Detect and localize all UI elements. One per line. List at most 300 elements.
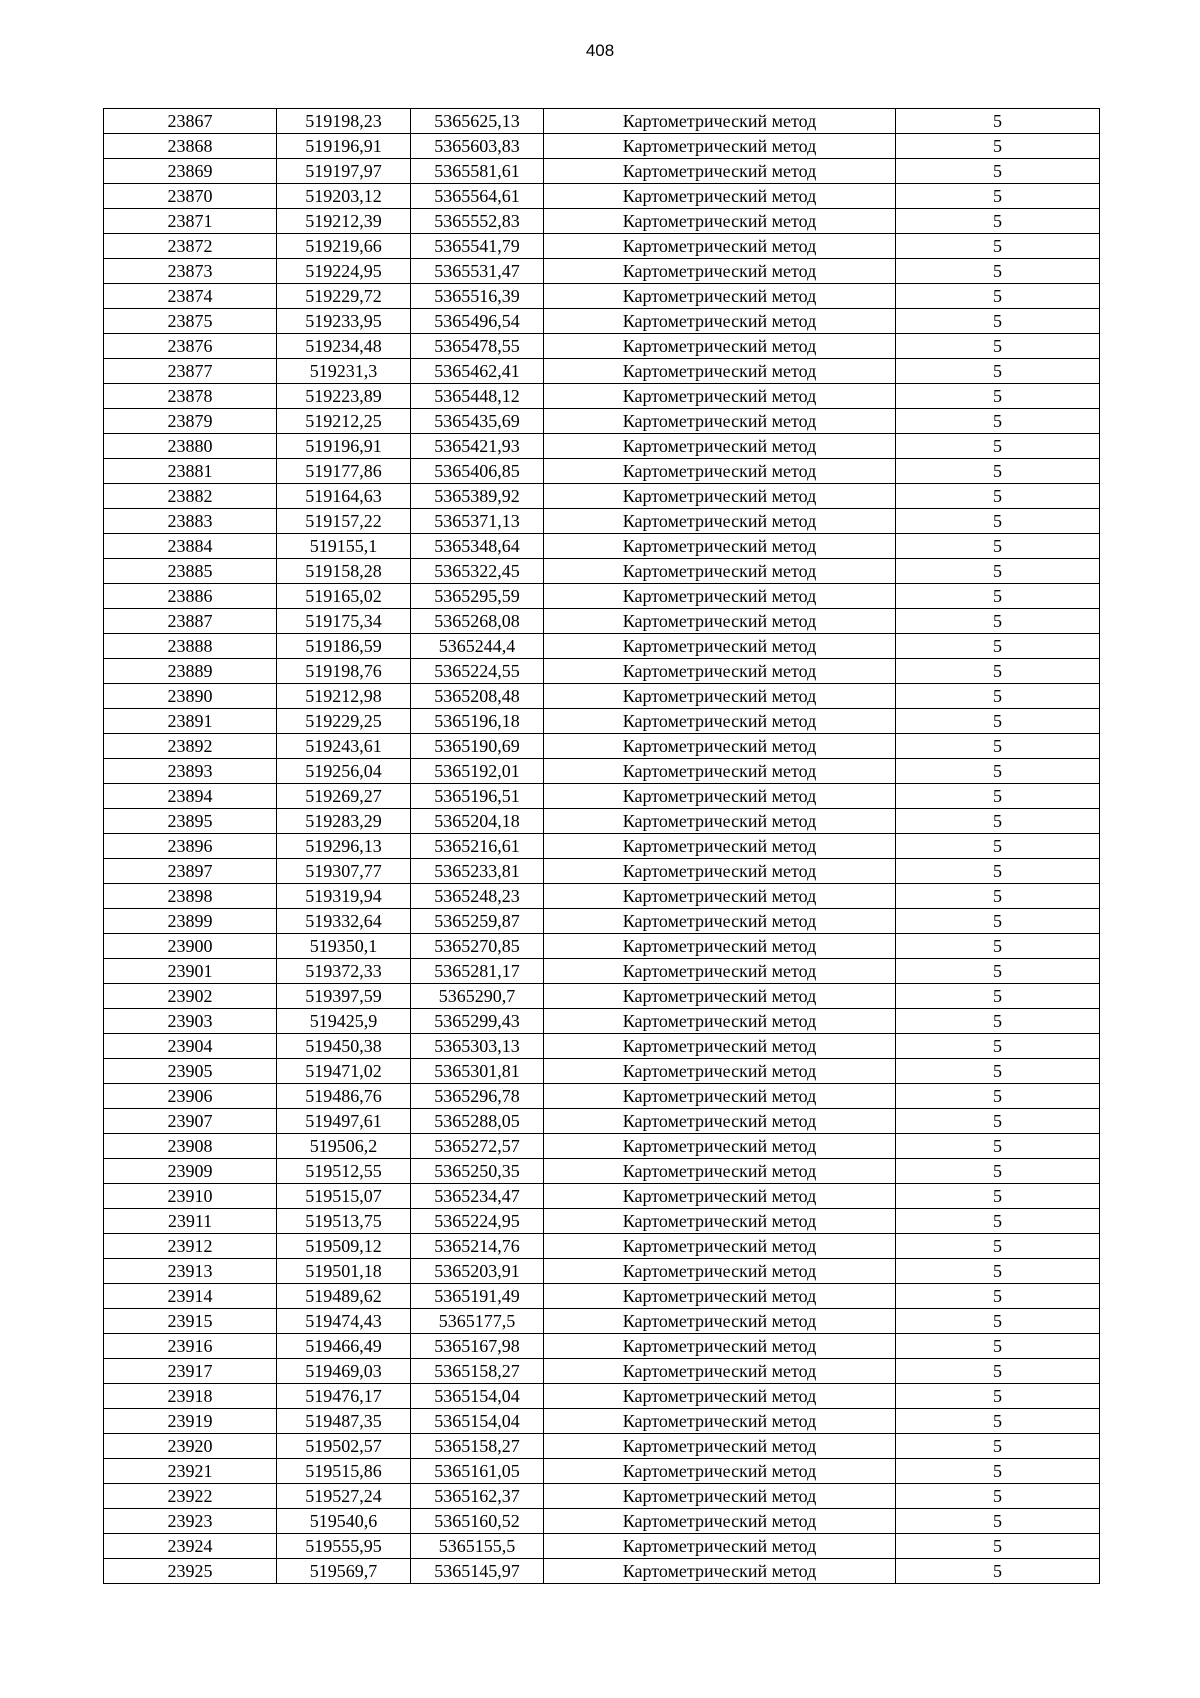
method-cell: Картометрический метод <box>544 359 896 384</box>
method-cell: Картометрический метод <box>544 459 896 484</box>
y-coordinate-cell: 5365250,35 <box>411 1159 544 1184</box>
accuracy-cell: 5 <box>896 1359 1100 1384</box>
x-coordinate-cell: 519212,25 <box>277 409 411 434</box>
point-number-cell: 23909 <box>104 1159 277 1184</box>
accuracy-cell: 5 <box>896 1384 1100 1409</box>
point-number-cell: 23870 <box>104 184 277 209</box>
point-number-cell: 23919 <box>104 1409 277 1434</box>
accuracy-cell: 5 <box>896 634 1100 659</box>
accuracy-cell: 5 <box>896 984 1100 1009</box>
table-row <box>104 159 1100 184</box>
table-row <box>104 834 1100 859</box>
x-coordinate-cell: 519350,1 <box>277 934 411 959</box>
table-row <box>104 1109 1100 1134</box>
method-cell: Картометрический метод <box>544 1559 896 1584</box>
point-number-cell: 23894 <box>104 784 277 809</box>
accuracy-cell: 5 <box>896 484 1100 509</box>
method-cell: Картометрический метод <box>544 934 896 959</box>
x-coordinate-cell: 519515,86 <box>277 1459 411 1484</box>
point-number-cell: 23876 <box>104 334 277 359</box>
point-number-cell: 23905 <box>104 1059 277 1084</box>
table-row <box>104 484 1100 509</box>
x-coordinate-cell: 519229,72 <box>277 284 411 309</box>
accuracy-cell: 5 <box>896 1209 1100 1234</box>
y-coordinate-cell: 5365259,87 <box>411 909 544 934</box>
accuracy-cell: 5 <box>896 384 1100 409</box>
accuracy-cell: 5 <box>896 359 1100 384</box>
x-coordinate-cell: 519269,27 <box>277 784 411 809</box>
method-cell: Картометрический метод <box>544 134 896 159</box>
point-number-cell: 23869 <box>104 159 277 184</box>
y-coordinate-cell: 5365581,61 <box>411 159 544 184</box>
method-cell: Картометрический метод <box>544 1334 896 1359</box>
method-cell: Картометрический метод <box>544 1509 896 1534</box>
method-cell: Картометрический метод <box>544 209 896 234</box>
point-number-cell: 23891 <box>104 709 277 734</box>
point-number-cell: 23923 <box>104 1509 277 1534</box>
x-coordinate-cell: 519397,59 <box>277 984 411 1009</box>
method-cell: Картометрический метод <box>544 409 896 434</box>
point-number-cell: 23881 <box>104 459 277 484</box>
table-row <box>104 659 1100 684</box>
x-coordinate-cell: 519319,94 <box>277 884 411 909</box>
y-coordinate-cell: 5365435,69 <box>411 409 544 434</box>
accuracy-cell: 5 <box>896 1234 1100 1259</box>
y-coordinate-cell: 5365270,85 <box>411 934 544 959</box>
method-cell: Картометрический метод <box>544 234 896 259</box>
point-number-cell: 23906 <box>104 1084 277 1109</box>
method-cell: Картометрический метод <box>544 984 896 1009</box>
method-cell: Картометрический метод <box>544 634 896 659</box>
method-cell: Картометрический метод <box>544 384 896 409</box>
accuracy-cell: 5 <box>896 1509 1100 1534</box>
table-row <box>104 284 1100 309</box>
accuracy-cell: 5 <box>896 834 1100 859</box>
method-cell: Картометрический метод <box>544 584 896 609</box>
accuracy-cell: 5 <box>896 859 1100 884</box>
point-number-cell: 23918 <box>104 1384 277 1409</box>
point-number-cell: 23915 <box>104 1309 277 1334</box>
table-row <box>104 234 1100 259</box>
point-number-cell: 23922 <box>104 1484 277 1509</box>
point-number-cell: 23910 <box>104 1184 277 1209</box>
y-coordinate-cell: 5365406,85 <box>411 459 544 484</box>
y-coordinate-cell: 5365496,54 <box>411 309 544 334</box>
y-coordinate-cell: 5365196,18 <box>411 709 544 734</box>
accuracy-cell: 5 <box>896 759 1100 784</box>
y-coordinate-cell: 5365564,61 <box>411 184 544 209</box>
method-cell: Картометрический метод <box>544 709 896 734</box>
method-cell: Картометрический метод <box>544 1159 896 1184</box>
y-coordinate-cell: 5365389,92 <box>411 484 544 509</box>
table-row <box>104 684 1100 709</box>
table-row <box>104 1184 1100 1209</box>
point-number-cell: 23898 <box>104 884 277 909</box>
y-coordinate-cell: 5365155,5 <box>411 1534 544 1559</box>
table-row <box>104 1134 1100 1159</box>
method-cell: Картометрический метод <box>544 1284 896 1309</box>
y-coordinate-cell: 5365192,01 <box>411 759 544 784</box>
x-coordinate-cell: 519155,1 <box>277 534 411 559</box>
table-row <box>104 584 1100 609</box>
point-number-cell: 23921 <box>104 1459 277 1484</box>
x-coordinate-cell: 519198,23 <box>277 109 411 134</box>
table-row <box>104 534 1100 559</box>
x-coordinate-cell: 519487,35 <box>277 1409 411 1434</box>
table-row <box>104 1534 1100 1559</box>
x-coordinate-cell: 519513,75 <box>277 1209 411 1234</box>
method-cell: Картометрический метод <box>544 784 896 809</box>
x-coordinate-cell: 519234,48 <box>277 334 411 359</box>
method-cell: Картометрический метод <box>544 284 896 309</box>
accuracy-cell: 5 <box>896 584 1100 609</box>
accuracy-cell: 5 <box>896 934 1100 959</box>
method-cell: Картометрический метод <box>544 159 896 184</box>
accuracy-cell: 5 <box>896 884 1100 909</box>
x-coordinate-cell: 519332,64 <box>277 909 411 934</box>
table-body <box>104 109 1100 1584</box>
accuracy-cell: 5 <box>896 209 1100 234</box>
table-row <box>104 984 1100 1009</box>
table-row <box>104 509 1100 534</box>
y-coordinate-cell: 5365303,13 <box>411 1034 544 1059</box>
y-coordinate-cell: 5365244,4 <box>411 634 544 659</box>
table-row <box>104 734 1100 759</box>
point-number-cell: 23920 <box>104 1434 277 1459</box>
y-coordinate-cell: 5365145,97 <box>411 1559 544 1584</box>
x-coordinate-cell: 519307,77 <box>277 859 411 884</box>
accuracy-cell: 5 <box>896 534 1100 559</box>
accuracy-cell: 5 <box>896 334 1100 359</box>
accuracy-cell: 5 <box>896 459 1100 484</box>
method-cell: Картометрический метод <box>544 859 896 884</box>
method-cell: Картометрический метод <box>544 1134 896 1159</box>
y-coordinate-cell: 5365191,49 <box>411 1284 544 1309</box>
y-coordinate-cell: 5365154,04 <box>411 1384 544 1409</box>
method-cell: Картометрический метод <box>544 909 896 934</box>
accuracy-cell: 5 <box>896 1309 1100 1334</box>
y-coordinate-cell: 5365552,83 <box>411 209 544 234</box>
y-coordinate-cell: 5365233,81 <box>411 859 544 884</box>
x-coordinate-cell: 519515,07 <box>277 1184 411 1209</box>
x-coordinate-cell: 519229,25 <box>277 709 411 734</box>
point-number-cell: 23913 <box>104 1259 277 1284</box>
method-cell: Картометрический метод <box>544 434 896 459</box>
method-cell: Картометрический метод <box>544 1459 896 1484</box>
method-cell: Картометрический метод <box>544 1534 896 1559</box>
y-coordinate-cell: 5365158,27 <box>411 1359 544 1384</box>
x-coordinate-cell: 519164,63 <box>277 484 411 509</box>
accuracy-cell: 5 <box>896 1009 1100 1034</box>
table-row <box>104 959 1100 984</box>
x-coordinate-cell: 519540,6 <box>277 1509 411 1534</box>
point-number-cell: 23896 <box>104 834 277 859</box>
accuracy-cell: 5 <box>896 1484 1100 1509</box>
y-coordinate-cell: 5365603,83 <box>411 134 544 159</box>
x-coordinate-cell: 519256,04 <box>277 759 411 784</box>
point-number-cell: 23908 <box>104 1134 277 1159</box>
table-row <box>104 259 1100 284</box>
x-coordinate-cell: 519476,17 <box>277 1384 411 1409</box>
accuracy-cell: 5 <box>896 709 1100 734</box>
table-row <box>104 609 1100 634</box>
y-coordinate-cell: 5365208,48 <box>411 684 544 709</box>
method-cell: Картометрический метод <box>544 484 896 509</box>
x-coordinate-cell: 519372,33 <box>277 959 411 984</box>
y-coordinate-cell: 5365160,52 <box>411 1509 544 1534</box>
point-number-cell: 23903 <box>104 1009 277 1034</box>
method-cell: Картометрический метод <box>544 1384 896 1409</box>
table-row <box>104 1059 1100 1084</box>
accuracy-cell: 5 <box>896 159 1100 184</box>
point-number-cell: 23888 <box>104 634 277 659</box>
x-coordinate-cell: 519450,38 <box>277 1034 411 1059</box>
x-coordinate-cell: 519497,61 <box>277 1109 411 1134</box>
method-cell: Картометрический метод <box>544 1184 896 1209</box>
method-cell: Картометрический метод <box>544 959 896 984</box>
point-number-cell: 23884 <box>104 534 277 559</box>
x-coordinate-cell: 519175,34 <box>277 609 411 634</box>
y-coordinate-cell: 5365224,95 <box>411 1209 544 1234</box>
x-coordinate-cell: 519425,9 <box>277 1009 411 1034</box>
accuracy-cell: 5 <box>896 609 1100 634</box>
method-cell: Картометрический метод <box>544 809 896 834</box>
accuracy-cell: 5 <box>896 1034 1100 1059</box>
method-cell: Картометрический метод <box>544 884 896 909</box>
point-number-cell: 23897 <box>104 859 277 884</box>
point-number-cell: 23911 <box>104 1209 277 1234</box>
accuracy-cell: 5 <box>896 959 1100 984</box>
x-coordinate-cell: 519165,02 <box>277 584 411 609</box>
y-coordinate-cell: 5365203,91 <box>411 1259 544 1284</box>
table-row <box>104 634 1100 659</box>
method-cell: Картометрический метод <box>544 534 896 559</box>
x-coordinate-cell: 519555,95 <box>277 1534 411 1559</box>
method-cell: Картометрический метод <box>544 1359 896 1384</box>
table-row <box>104 1084 1100 1109</box>
method-cell: Картометрический метод <box>544 1409 896 1434</box>
y-coordinate-cell: 5365625,13 <box>411 109 544 134</box>
accuracy-cell: 5 <box>896 1459 1100 1484</box>
table-row <box>104 1509 1100 1534</box>
accuracy-cell: 5 <box>896 284 1100 309</box>
point-number-cell: 23871 <box>104 209 277 234</box>
method-cell: Картометрический метод <box>544 1059 896 1084</box>
method-cell: Картометрический метод <box>544 609 896 634</box>
table-row <box>104 1434 1100 1459</box>
x-coordinate-cell: 519506,2 <box>277 1134 411 1159</box>
accuracy-cell: 5 <box>896 1334 1100 1359</box>
method-cell: Картометрический метод <box>544 309 896 334</box>
point-number-cell: 23924 <box>104 1534 277 1559</box>
y-coordinate-cell: 5365162,37 <box>411 1484 544 1509</box>
y-coordinate-cell: 5365421,93 <box>411 434 544 459</box>
point-number-cell: 23892 <box>104 734 277 759</box>
point-number-cell: 23914 <box>104 1284 277 1309</box>
x-coordinate-cell: 519231,3 <box>277 359 411 384</box>
x-coordinate-cell: 519233,95 <box>277 309 411 334</box>
x-coordinate-cell: 519186,59 <box>277 634 411 659</box>
x-coordinate-cell: 519203,12 <box>277 184 411 209</box>
method-cell: Картометрический метод <box>544 1234 896 1259</box>
method-cell: Картометрический метод <box>544 559 896 584</box>
x-coordinate-cell: 519196,91 <box>277 134 411 159</box>
point-number-cell: 23874 <box>104 284 277 309</box>
accuracy-cell: 5 <box>896 134 1100 159</box>
table-row <box>104 209 1100 234</box>
y-coordinate-cell: 5365448,12 <box>411 384 544 409</box>
x-coordinate-cell: 519158,28 <box>277 559 411 584</box>
y-coordinate-cell: 5365216,61 <box>411 834 544 859</box>
y-coordinate-cell: 5365290,7 <box>411 984 544 1009</box>
method-cell: Картометрический метод <box>544 1484 896 1509</box>
coordinates-table <box>103 108 1100 1584</box>
point-number-cell: 23893 <box>104 759 277 784</box>
table-row <box>104 1359 1100 1384</box>
table-row <box>104 1459 1100 1484</box>
point-number-cell: 23873 <box>104 259 277 284</box>
method-cell: Картометрический метод <box>544 734 896 759</box>
x-coordinate-cell: 519509,12 <box>277 1234 411 1259</box>
table-row <box>104 934 1100 959</box>
y-coordinate-cell: 5365214,76 <box>411 1234 544 1259</box>
accuracy-cell: 5 <box>896 809 1100 834</box>
table-row <box>104 559 1100 584</box>
accuracy-cell: 5 <box>896 909 1100 934</box>
accuracy-cell: 5 <box>896 784 1100 809</box>
x-coordinate-cell: 519486,76 <box>277 1084 411 1109</box>
method-cell: Картометрический метод <box>544 334 896 359</box>
y-coordinate-cell: 5365288,05 <box>411 1109 544 1134</box>
y-coordinate-cell: 5365190,69 <box>411 734 544 759</box>
x-coordinate-cell: 519469,03 <box>277 1359 411 1384</box>
table-row <box>104 784 1100 809</box>
method-cell: Картометрический метод <box>544 759 896 784</box>
table-row <box>104 109 1100 134</box>
point-number-cell: 23889 <box>104 659 277 684</box>
point-number-cell: 23877 <box>104 359 277 384</box>
method-cell: Картометрический метод <box>544 184 896 209</box>
x-coordinate-cell: 519502,57 <box>277 1434 411 1459</box>
point-number-cell: 23885 <box>104 559 277 584</box>
y-coordinate-cell: 5365299,43 <box>411 1009 544 1034</box>
y-coordinate-cell: 5365158,27 <box>411 1434 544 1459</box>
y-coordinate-cell: 5365462,41 <box>411 359 544 384</box>
table-row <box>104 184 1100 209</box>
accuracy-cell: 5 <box>896 684 1100 709</box>
table-row <box>104 334 1100 359</box>
table-row <box>104 409 1100 434</box>
y-coordinate-cell: 5365161,05 <box>411 1459 544 1484</box>
point-number-cell: 23880 <box>104 434 277 459</box>
method-cell: Картометрический метод <box>544 1209 896 1234</box>
accuracy-cell: 5 <box>896 1059 1100 1084</box>
x-coordinate-cell: 519466,49 <box>277 1334 411 1359</box>
x-coordinate-cell: 519224,95 <box>277 259 411 284</box>
y-coordinate-cell: 5365204,18 <box>411 809 544 834</box>
table-row <box>104 1284 1100 1309</box>
y-coordinate-cell: 5365281,17 <box>411 959 544 984</box>
accuracy-cell: 5 <box>896 309 1100 334</box>
y-coordinate-cell: 5365541,79 <box>411 234 544 259</box>
y-coordinate-cell: 5365301,81 <box>411 1059 544 1084</box>
x-coordinate-cell: 519212,39 <box>277 209 411 234</box>
x-coordinate-cell: 519196,91 <box>277 434 411 459</box>
point-number-cell: 23867 <box>104 109 277 134</box>
accuracy-cell: 5 <box>896 109 1100 134</box>
y-coordinate-cell: 5365234,47 <box>411 1184 544 1209</box>
point-number-cell: 23902 <box>104 984 277 1009</box>
point-number-cell: 23886 <box>104 584 277 609</box>
x-coordinate-cell: 519569,7 <box>277 1559 411 1584</box>
table-row <box>104 359 1100 384</box>
method-cell: Картометрический метод <box>544 1259 896 1284</box>
table-row <box>104 1034 1100 1059</box>
method-cell: Картометрический метод <box>544 1084 896 1109</box>
point-number-cell: 23882 <box>104 484 277 509</box>
x-coordinate-cell: 519177,86 <box>277 459 411 484</box>
x-coordinate-cell: 519212,98 <box>277 684 411 709</box>
table-row <box>104 859 1100 884</box>
x-coordinate-cell: 519296,13 <box>277 834 411 859</box>
accuracy-cell: 5 <box>896 1084 1100 1109</box>
y-coordinate-cell: 5365177,5 <box>411 1309 544 1334</box>
point-number-cell: 23916 <box>104 1334 277 1359</box>
point-number-cell: 23895 <box>104 809 277 834</box>
method-cell: Картометрический метод <box>544 834 896 859</box>
y-coordinate-cell: 5365516,39 <box>411 284 544 309</box>
y-coordinate-cell: 5365248,23 <box>411 884 544 909</box>
point-number-cell: 23900 <box>104 934 277 959</box>
table-row <box>104 1209 1100 1234</box>
table-row <box>104 1259 1100 1284</box>
point-number-cell: 23875 <box>104 309 277 334</box>
table-row <box>104 459 1100 484</box>
y-coordinate-cell: 5365295,59 <box>411 584 544 609</box>
point-number-cell: 23879 <box>104 409 277 434</box>
accuracy-cell: 5 <box>896 259 1100 284</box>
method-cell: Картометрический метод <box>544 1309 896 1334</box>
point-number-cell: 23868 <box>104 134 277 159</box>
point-number-cell: 23925 <box>104 1559 277 1584</box>
method-cell: Картометрический метод <box>544 259 896 284</box>
accuracy-cell: 5 <box>896 1109 1100 1134</box>
accuracy-cell: 5 <box>896 559 1100 584</box>
y-coordinate-cell: 5365154,04 <box>411 1409 544 1434</box>
x-coordinate-cell: 519489,62 <box>277 1284 411 1309</box>
accuracy-cell: 5 <box>896 659 1100 684</box>
x-coordinate-cell: 519501,18 <box>277 1259 411 1284</box>
point-number-cell: 23890 <box>104 684 277 709</box>
table-row <box>104 1159 1100 1184</box>
y-coordinate-cell: 5365268,08 <box>411 609 544 634</box>
table-row <box>104 1484 1100 1509</box>
y-coordinate-cell: 5365478,55 <box>411 334 544 359</box>
x-coordinate-cell: 519223,89 <box>277 384 411 409</box>
point-number-cell: 23912 <box>104 1234 277 1259</box>
table-row <box>104 434 1100 459</box>
table-row <box>104 909 1100 934</box>
x-coordinate-cell: 519197,97 <box>277 159 411 184</box>
point-number-cell: 23907 <box>104 1109 277 1134</box>
y-coordinate-cell: 5365224,55 <box>411 659 544 684</box>
point-number-cell: 23887 <box>104 609 277 634</box>
accuracy-cell: 5 <box>896 184 1100 209</box>
y-coordinate-cell: 5365371,13 <box>411 509 544 534</box>
point-number-cell: 23899 <box>104 909 277 934</box>
accuracy-cell: 5 <box>896 434 1100 459</box>
table-row <box>104 1409 1100 1434</box>
